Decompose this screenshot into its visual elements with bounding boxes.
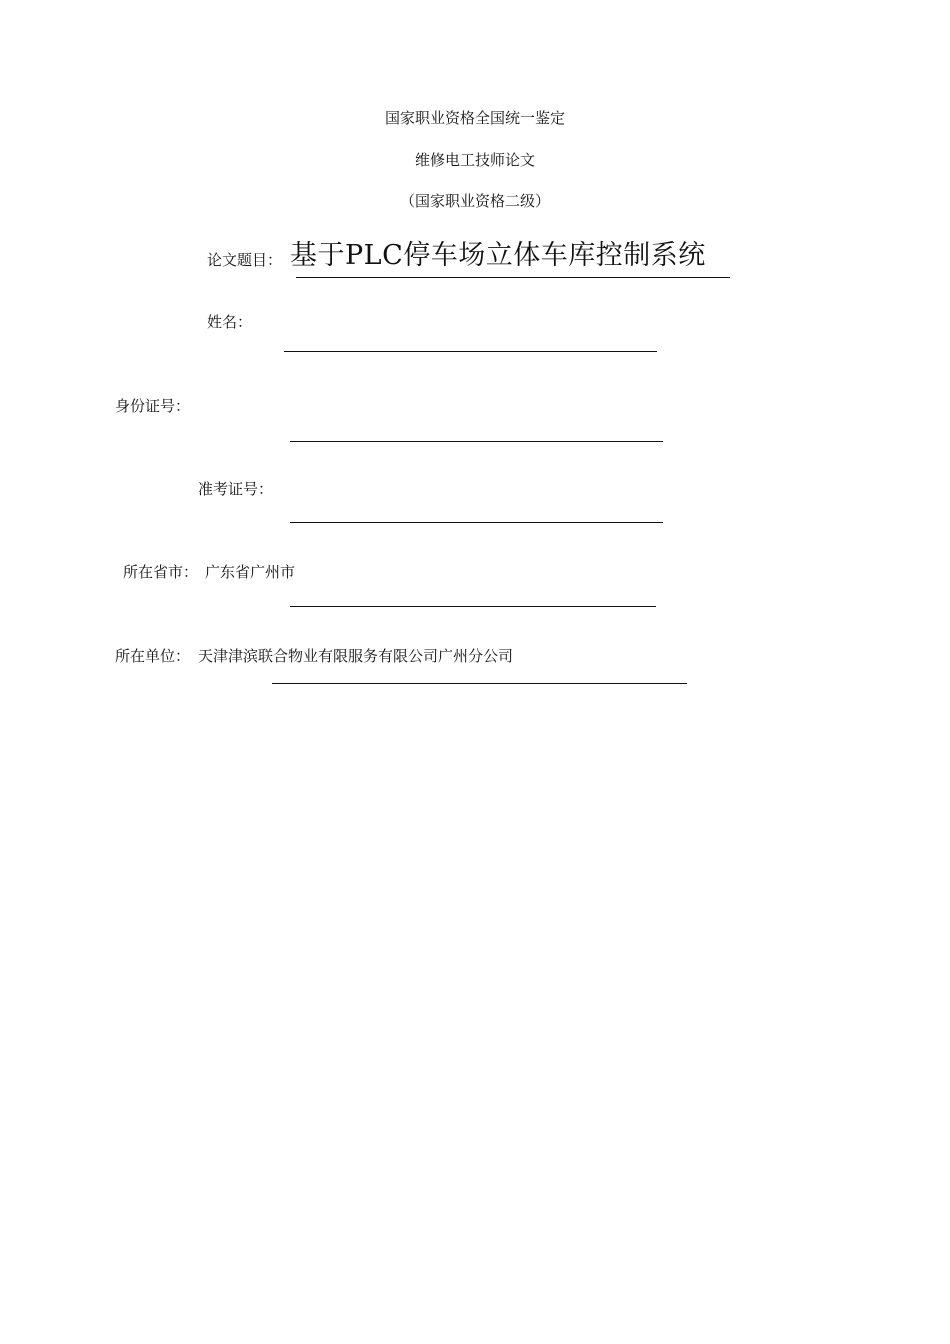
province-underline <box>290 606 656 607</box>
thesis-title-value: 基于PLC停车场立体车库控制系统 <box>290 240 706 271</box>
province-value: 广东省广州市 <box>205 563 296 581</box>
header-line-3: （国家职业资格二级） <box>399 192 550 210</box>
id-number-label: 身份证号： <box>115 397 191 415</box>
exam-number-underline <box>290 522 663 523</box>
unit-value: 天津津滨联合物业有限服务有限公司广州分公司 <box>198 647 514 665</box>
name-label: 姓名： <box>207 313 253 331</box>
id-number-underline <box>290 441 663 442</box>
name-underline <box>284 351 657 352</box>
header-line-2: 维修电工技师论文 <box>414 151 535 169</box>
unit-underline <box>272 683 687 684</box>
header-line-1: 国家职业资格全国统一鉴定 <box>384 109 565 127</box>
thesis-title-underline <box>296 277 730 278</box>
thesis-title-label: 论文题目： <box>207 251 283 269</box>
unit-label: 所在单位： <box>115 647 191 665</box>
province-label: 所在省市： <box>123 563 199 581</box>
exam-number-label: 准考证号： <box>198 480 274 498</box>
